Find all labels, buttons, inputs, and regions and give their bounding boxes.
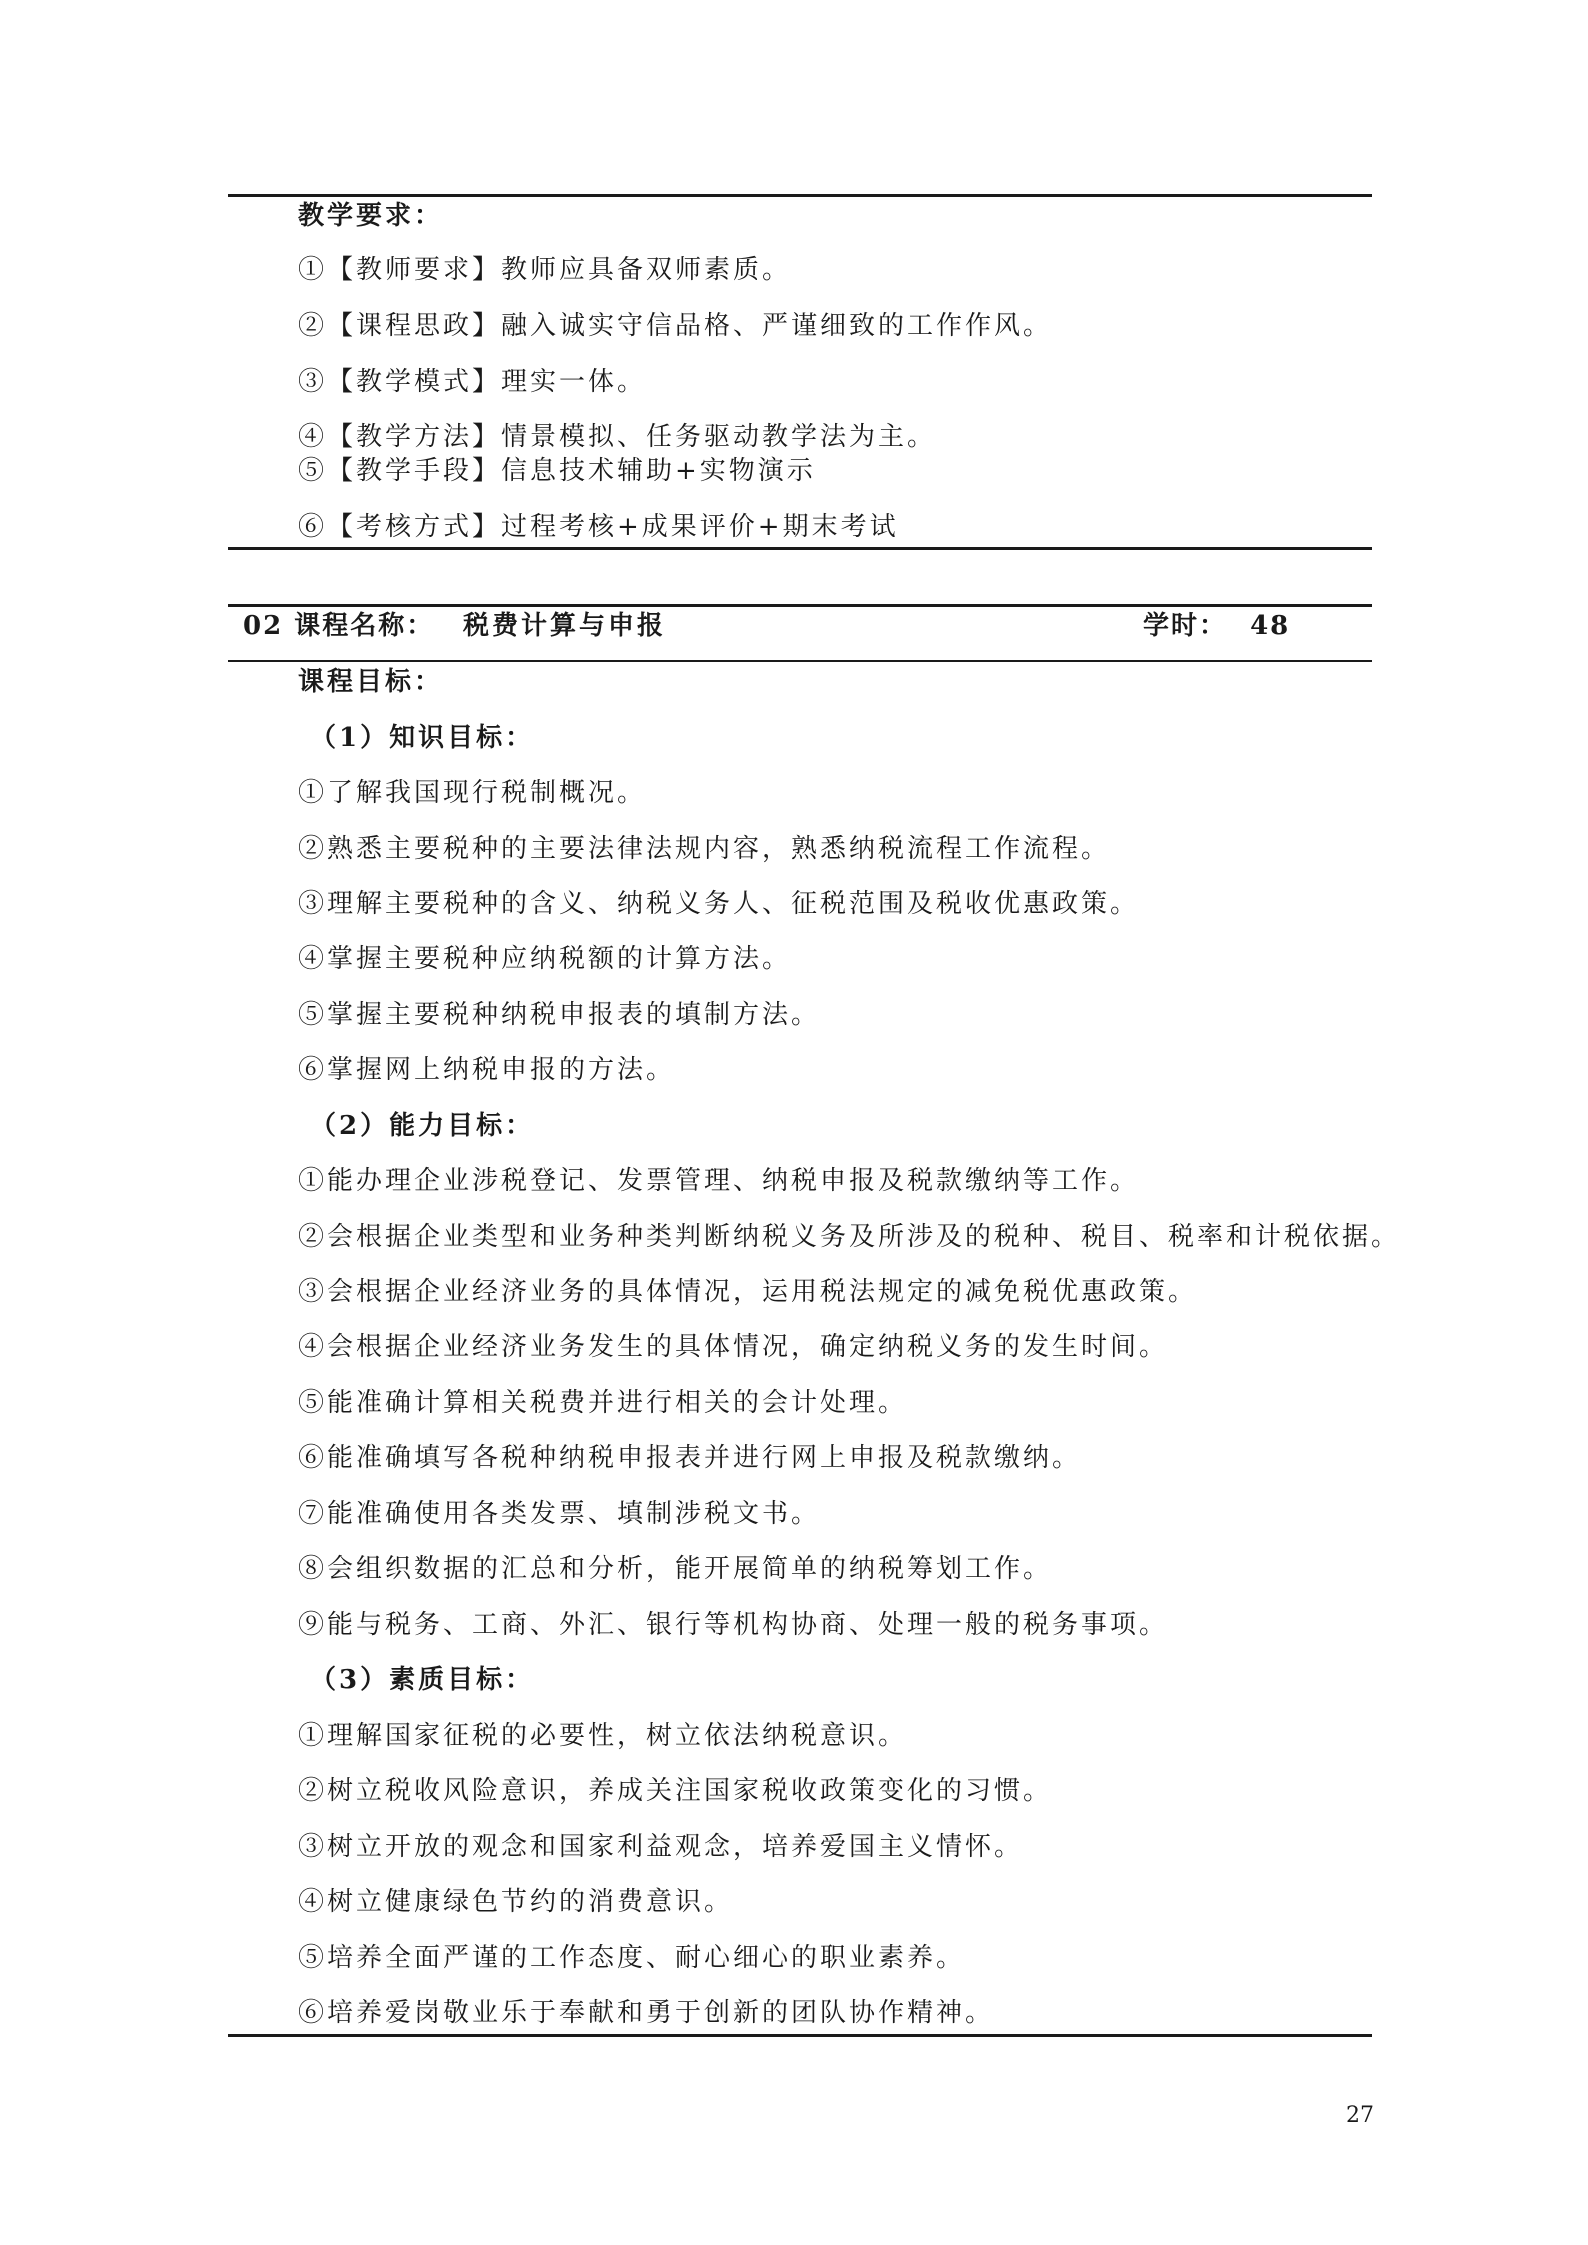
ability-item: ⑥能准确填写各税种纳税申报表并进行网上申报及税款缴纳。 (298, 1443, 1082, 1473)
knowledge-item: ②熟悉主要税种的主要法律法规内容，熟悉纳税流程工作流程。 (298, 834, 1111, 864)
header-divider (228, 660, 1372, 662)
ability-item: ④会根据企业经济业务发生的具体情况，确定纳税义务的发生时间。 (298, 1332, 1169, 1362)
table-top-rule-1 (228, 194, 1372, 197)
quality-item: ③树立开放的观念和国家利益观念，培养爱国主义情怀。 (298, 1832, 1024, 1862)
quality-item: ④树立健康绿色节约的消费意识。 (298, 1887, 734, 1917)
table-bottom-rule-2 (228, 2034, 1372, 2037)
teaching-requirements-heading: 教学要求： (298, 201, 444, 231)
ability-item: ⑨能与税务、工商、外汇、银行等机构协商、处理一般的税务事项。 (298, 1610, 1169, 1640)
quality-item: ⑥培养爱岗敬业乐于奉献和勇于创新的团队协作精神。 (298, 1998, 995, 2028)
table-bottom-rule-1 (228, 547, 1372, 550)
quality-item: ②树立税收风险意识，养成关注国家税收政策变化的习惯。 (298, 1776, 1053, 1806)
requirement-item: ⑤【教学手段】信息技术辅助+实物演示 (298, 456, 816, 486)
knowledge-item: ⑤掌握主要税种纳税申报表的填制方法。 (298, 1000, 821, 1030)
ability-item: ⑧会组织数据的汇总和分析，能开展简单的纳税筹划工作。 (298, 1554, 1053, 1584)
knowledge-item: ④掌握主要税种应纳税额的计算方法。 (298, 944, 792, 974)
quality-item: ⑤培养全面严谨的工作态度、耐心细心的职业素养。 (298, 1943, 966, 1973)
ability-item: ⑤能准确计算相关税费并进行相关的会计处理。 (298, 1388, 908, 1418)
course-label: 02 课程名称： (243, 611, 435, 641)
knowledge-item: ①了解我国现行税制概况。 (298, 778, 647, 808)
quality-item: ①理解国家征税的必要性，树立依法纳税意识。 (298, 1721, 908, 1751)
knowledge-item: ③理解主要税种的含义、纳税义务人、征税范围及税收优惠政策。 (298, 889, 1140, 919)
hours-value: 48 (1250, 611, 1291, 641)
course-hours (1143, 610, 1290, 642)
requirement-item: ④【教学方法】情景模拟、任务驱动教学法为主。 (298, 422, 937, 452)
requirement-item: ⑥【考核方式】过程考核+成果评价+期末考试 (298, 512, 899, 542)
ability-item: ⑦能准确使用各类发票、填制涉税文书。 (298, 1499, 821, 1529)
ability-title: （2）能力目标： (310, 1111, 535, 1141)
table-top-rule-2 (228, 604, 1372, 607)
page-number: 27 (1346, 2103, 1374, 2128)
knowledge-title: （1）知识目标： (310, 723, 535, 753)
knowledge-item: ⑥掌握网上纳税申报的方法。 (298, 1055, 676, 1085)
ability-item: ③会根据企业经济业务的具体情况，运用税法规定的减免税优惠政策。 (298, 1277, 1198, 1307)
ability-item: ②会根据企业类型和业务种类判断纳税义务及所涉及的税种、税目、税率和计税依据。 (298, 1222, 1401, 1252)
hours-label: 学时： (1143, 611, 1228, 641)
ability-item: ①能办理企业涉税登记、发票管理、纳税申报及税款缴纳等工作。 (298, 1166, 1140, 1196)
objectives-heading: 课程目标： (298, 667, 444, 697)
quality-title: （3）素质目标： (310, 1665, 535, 1695)
requirement-item: ②【课程思政】融入诚实守信品格、严谨细致的工作作风。 (298, 311, 1053, 341)
requirement-item: ①【教师要求】教师应具备双师素质。 (298, 255, 792, 285)
requirement-item: ③【教学模式】理实一体。 (298, 367, 647, 397)
course-name: 税费计算与申报 (463, 611, 667, 641)
